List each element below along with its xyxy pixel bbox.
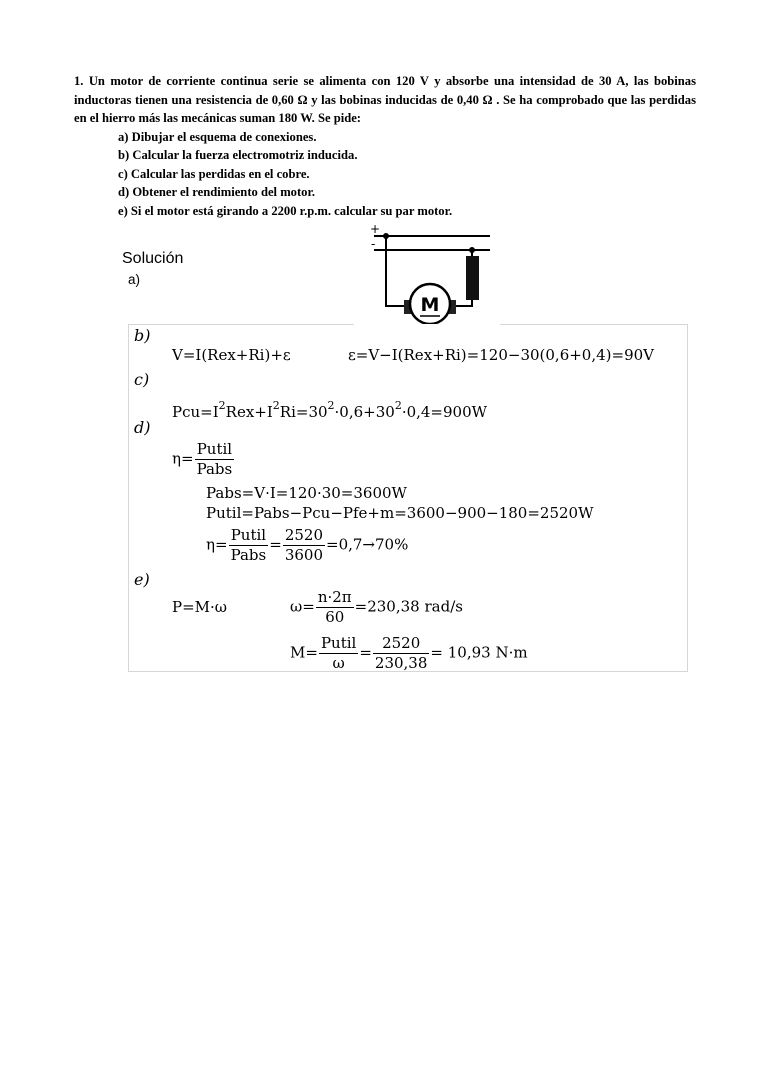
eq-b2-lhs: ε=V−I(Rex+Ri) [348,346,467,364]
box-top-border-right [500,324,688,325]
problem-text: 1. Un motor de corriente continua serie se alimenta con 120 V y absorbe una intensidad de 30 A, las bobinas inductoras tienen una resistencia de 0,60 Ω y las bobinas inducidas de 0,40 Ω . Se ha comprobado que las perdidas en el hierro más las mecánicas suman 180 W. Se pide: [74,74,696,125]
eq-c-part2: Rex+I [225,403,273,421]
eq-c-part1: Pcu=I [172,403,219,421]
omega-num: n·2π [317,588,352,606]
eta-num: Putil [195,442,235,460]
eq-c-part5: ·0,4=900W [401,403,488,421]
wire-right [454,300,472,306]
label-e: e) [134,570,150,589]
eq-c-exp2: 2 [272,399,280,412]
minus-sign: - [371,237,376,251]
eta2-symbol: η= [206,535,228,554]
eta2-den1: Pabs [230,546,267,564]
eq-b2-rhs: =120−30(0,6+0,4)=90V [466,346,654,364]
eq-c-exp3: 2 [327,399,335,412]
eq-d-eta2: η= $\frac{\text{Putil}}{\text{Pabs}}$ = $\frac{2520}{3600}$ =0,7→70% [206,526,409,564]
eta2-tail: =0,7→70% [326,535,409,554]
eq-e-m: M= $\frac{\text{Putil}}{\omega}$ = $\frac{2520}{230,38}$ = 10,93 N·m [290,634,528,672]
eq-b1: V=I(Rex+Ri)+ε [172,346,291,364]
omega-den: 60 [325,608,345,626]
m-den2: 230,38 [374,654,428,672]
item-a: a) Dibujar el esquema de conexiones. [118,129,317,144]
item-e: e) Si el motor está girando a 2200 r.p.m. calcular su par motor. [118,203,453,218]
m-frac1 [319,636,358,671]
m-num1: Putil [320,634,357,652]
label-b: b) [134,326,151,345]
problem-items [74,128,696,221]
eq-e-omega [290,590,463,625]
item-d: d) Obtener el rendimiento del motor. [118,185,316,199]
eq-d-putil: Putil=Pabs−Pcu−Pfe+m=3600−900−180=2520W [206,504,594,522]
eq-c-exp1: 2 [218,399,226,412]
eq-c-part3: Ri=30 [279,403,328,421]
eq-c-part4: ·0,6+30 [334,403,395,421]
label-c: c) [134,370,150,389]
wire-left [386,236,406,306]
label-d: d) [134,418,151,437]
eta-fraction [195,442,235,477]
eta-den: Pabs [196,460,233,478]
eta-symbol: η= [172,449,194,468]
eta2-num2: 2520 [284,526,323,544]
circuit-diagram [352,220,502,328]
eq-c [172,400,487,420]
solution-title: Solución [122,250,184,267]
eq-d-pabs: Pabs=V·I=120·30=3600W [206,484,407,502]
eta2-frac1 [229,528,269,563]
field-winding [466,256,479,300]
m-den1: ω [332,654,345,672]
plus-sign: + [370,222,381,236]
box-top-border-left [128,324,354,325]
omega-rhs: =230,38 rad/s [354,597,463,616]
eta2-den2: 3600 [284,546,323,564]
eq-c-exp4: 2 [394,399,402,412]
m-num2: 2520 [373,636,430,654]
eta2-num1: Putil [229,528,269,546]
omega-frac [316,590,354,625]
motor-label: M [420,294,440,316]
m-frac2 [373,636,430,671]
item-c: c) Calcular las perdidas en el cobre. [118,166,310,181]
problem-statement [74,72,696,220]
eq-d-eta [172,442,235,477]
eta2-frac2 [283,528,325,563]
item-b: b) Calcular la fuerza electromotriz inducida. [118,148,358,162]
eq-e-p: P=M·ω [172,598,228,616]
eq-b2 [348,348,654,363]
m-lhs: M= [290,643,318,662]
part-a-label: a) [128,272,141,287]
omega-lhs: ω= [290,597,315,616]
m-rhs: = 10,93 N·m [430,643,528,662]
